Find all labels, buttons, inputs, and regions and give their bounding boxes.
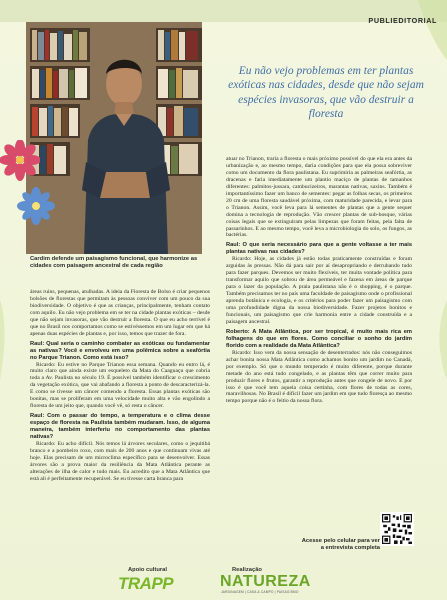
paragraph: áreas ruins, pequenas, atulhadas. A ideia da Floresta de Bolso é criar pequenos bolsões de florestas que permitam às pessoas conviver com um pouco da sua biodiversidade. O objetivo é que as crianças, principalmente, tenham contato com aquilo. Eu não vejo problema em se ter na cidade plantas exóticas – desde que não sejam invasoras, que vão destruir a floresta. O que eu acho terrível é que no Brasil nos comportamos como se estivéssemos em um lugar em que há apenas duas espécies de plantas e, por isso, temos que trazer de fora.: [30, 289, 210, 337]
paragraph: Ricardo: Isso vem da nossa sensação de desenterrados: nós não conseguimos achar bonita nossa Mata Atlântica como achamos bonito um jardim no Canadá, por exemplo. Só que o mundo temperado é muito diferente, porque durante metade do ano está tudo congelado, e as plantas têm que correr muito para produzir flores e frutos, garantir a reprodução antes que congele de novo. E por isso é que você tem aquela coisa certinha, com flores de todas as cores, maravilhosas. No Brasil é difícil fazer um jardim em que tudo floresça ao mesmo tempo porque não é o feitio da nossa flora.: [226, 349, 412, 405]
sponsor-label: Apoio cultural: [128, 567, 167, 573]
section-label: PUBLIEDITORIAL: [368, 16, 437, 25]
producer-label: Realização: [232, 567, 262, 573]
qr-code[interactable]: [380, 512, 414, 546]
paragraph: Ricardo: Eu estive no Parque Trianon essa semana. Quando eu entro lá, é muito claro que ainda existe um esqueleto da Mata do Caaguaçu que cobria toda a Av. Paulista no século 19. É possível também identificar o crescimento da vegetação exótica, que vai abafando a floresta a ponto de descaracterizá-la. E como se tivesse um câncer comendo a floresta. Essas plantas exóticas são bonitas, mas se proliferam em uma velocidade muito alta e vão engolindo a floresta de um jeito que, quando você vê, só resta o câncer.: [30, 361, 210, 410]
interview-question: Raul: Qual seria o caminho combater as exóticas ou fundamentar as nativas? Você e envolveu em uma polêmica sobre a seafórtia no Parque Trianon. Como está isso?: [30, 340, 210, 361]
qr-note: Acesse pelo celular para ver a entrevista completa: [301, 538, 380, 551]
natureza-tagline: JARDINAGEM | CASA & CAMPO | PAISAGISMO: [221, 590, 299, 594]
trapp-logo: TRAPP: [118, 574, 174, 593]
left-column: [30, 289, 210, 483]
paragraph: Ricardo: Hoje, as cidades já estão todas praticamente construídas e foram arguidas às pressas. Não dá para sair por aí desapropriando e derrubando tudo para fazer parques. Devemos ser muito flexíveis, ter muita vontade política para transformar aquilo que sobrou de área permeável e fazenа em áreas de parque para o lazer da população. A praia paulistana não é o shopping, é o parque. Também precisamos ter no país uma faculdade de paisagismo onde o profissional aprenda botânica e ecologia, e os critérios para poder fazer um paisagismo com uma profundidade digna da nossa biodiversidade. Fazer projetos bonitos e funcionais, um paisagismo que crie harmonia entre a cidade construída e a paisagem ancestral.: [226, 256, 412, 325]
flower-illustration: [0, 140, 40, 190]
interview-question: Raul: Com o passar do tempo, a temperatura e o clima desse espaço de floresta na Paulista também mudaram. Isso, de alguma maneira, também interferiu no comportamento das plantas nativas?: [30, 413, 210, 441]
right-column: [226, 156, 412, 405]
paragraph: atuar no Trianon, traria a floresta o mais próximo possível do que ela era antes da urbanização e, ao mesmo tempo, daria condições para que ela possa sobreviver como um documento da flora paulistana. Eu suprimiria as palmeiras seafórtia, as dracenas e faria imediatamente um plantio maciço de plantas de tamanhos diferentes: palmitos-jussara, cambucizeiros, marantas nativas, saxins. Também é importantíssimo fazer um banco de sementes: pegar as folhas secas, os primeiros 20 cm de uma floresta saudável próxima, com maturidade parecida, e levar para o Trianon. Assim, você leva para lá sementes de plantas que a gente sequer domina a tecnologia de reprodução. Vão crescer plantas de sub-bosque, várias coisas legais que se extinguiram pelas limpezas que foram feitas, pela falta de passarinhos. E ao mesmo tempo, você leva a microbiologia do solo, os fungos, as bactérias.: [226, 156, 412, 239]
interview-question: Raul: O que seria necessário para que a gente voltasse a ter mais plantas nativas nas cidades?: [226, 242, 412, 256]
interview-question: Roberto: A Mata Atlântica, por ser tropical, é muito mais rica em folhagens do que em flores. Como conciliar o sonho do jardim florido com a realidade da Mata Atlântica?: [226, 328, 412, 349]
paragraph: Ricardo: Eu acho difícil. Nós temos lá árvores seculares, como o jequitibá branco e a pombeiro roxo, com mais de 200 anos e que continuam vivas até hoje. Elas precisam de um microclima específico para se desenvolver. Essas árvores são a prova maior da resiliência da Mata Atlântica perante as alterações de ilha de calor e tudo mais. Eu acredito que a Mata Atlântica que está ali é perfeitamente recuperável. Se eu tivesse carta branca para: [30, 441, 210, 482]
flower-illustration: [16, 186, 56, 226]
natureza-logo: NATUREZA: [220, 573, 311, 590]
pull-quote: Eu não vejo problemas em ter plantas exóticas nas cidades, desde que não sejam espécies invasoras, que vão destruir a floresta: [228, 65, 424, 121]
photo-caption: Cardim defende um paisagismo funcional, que harmonize as cidades com paisagem ancestral de cada região: [30, 256, 198, 269]
